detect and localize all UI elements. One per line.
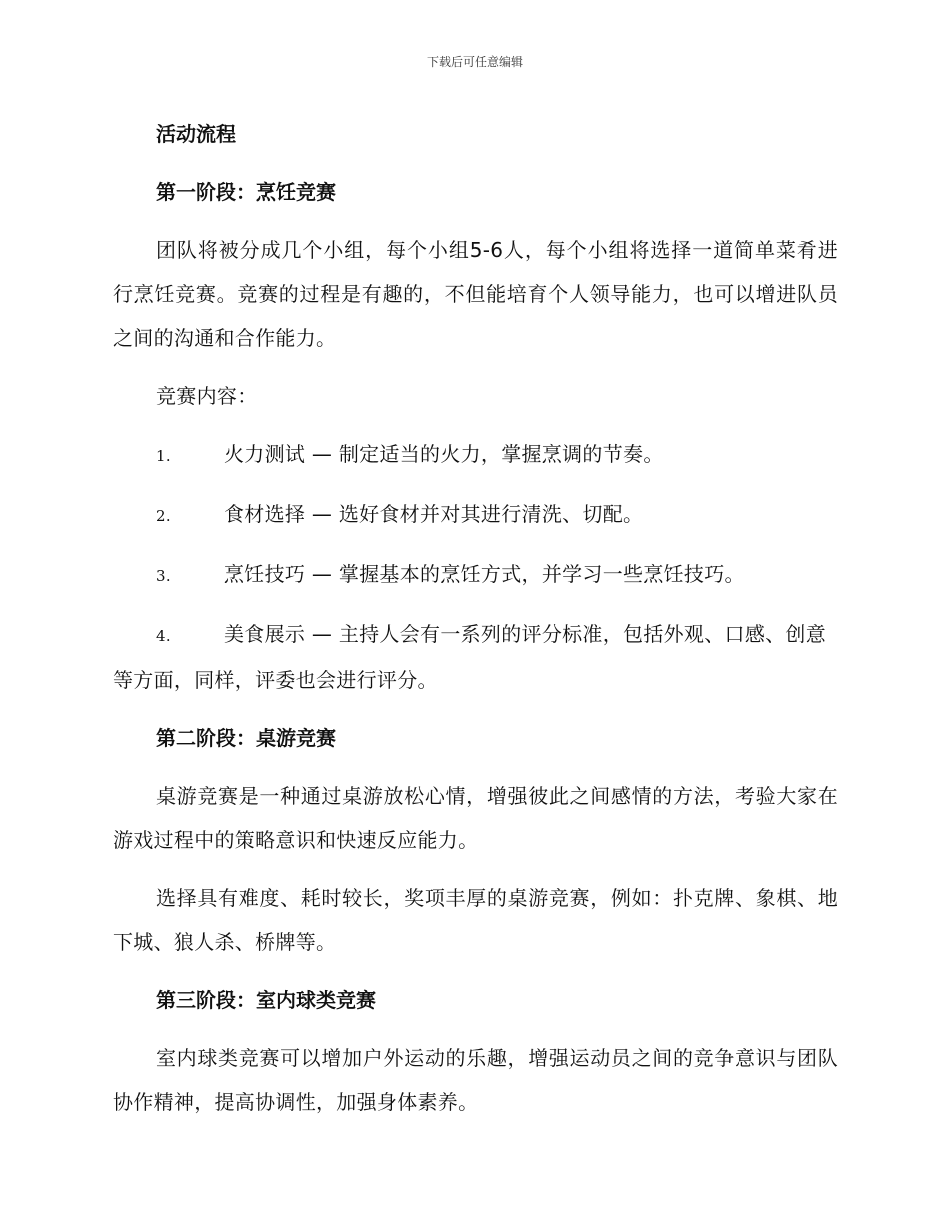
list-item-number: 3. bbox=[156, 567, 171, 585]
stage2-paragraph-1: 桌游竞赛是一种通过桌游放松心情，增强彼此之间感情的方法，考验大家在游戏过程中的策略意识和快速反应能力。 bbox=[113, 784, 838, 852]
stage2-heading: 第二阶段：桌游竞赛 bbox=[156, 726, 336, 750]
list-item-number: 4. bbox=[156, 627, 171, 645]
stage3-paragraph: 室内球类竞赛可以增加户外运动的乐趣，增强运动员之间的竞争意识与团队协作精神，提高协调性，加强身体素养。 bbox=[113, 1046, 838, 1114]
stage1-heading: 第一阶段：烹饪竞赛 bbox=[156, 180, 336, 204]
list-item-text: 美食展示 — 主持人会有一系列的评分标准，包括外观、口感、创意等方面，同样，评委也会进行评分。 bbox=[113, 622, 827, 692]
list-item-text: 烹饪技巧 — 掌握基本的烹饪方式，并学习一些烹饪技巧。 bbox=[224, 562, 745, 586]
list-item bbox=[113, 612, 838, 702]
stage1-content-label: 竞赛内容： bbox=[156, 384, 258, 408]
stage3-heading: 第三阶段：室内球类竞赛 bbox=[156, 988, 376, 1012]
page-header-note: 下载后可任意编辑 bbox=[426, 55, 523, 69]
list-item-number: 1. bbox=[156, 447, 171, 465]
list-item bbox=[113, 432, 838, 478]
stage1-paragraph: 团队将被分成几个小组，每个小组5-6人，每个小组将选择一道简单菜肴进行烹饪竞赛。竞赛的过程是有趣的，不但能培育个人领导能力，也可以增进队员之间的沟通和合作能力。 bbox=[113, 238, 838, 350]
list-item bbox=[113, 552, 838, 598]
section-title: 活动流程 bbox=[156, 122, 236, 146]
list-item-text: 火力测试 — 制定适当的火力，掌握烹调的节奏。 bbox=[224, 442, 664, 466]
list-item bbox=[113, 492, 838, 538]
list-item-text: 食材选择 — 选好食材并对其进行清洗、切配。 bbox=[224, 502, 644, 526]
list-item-number: 2. bbox=[156, 507, 171, 525]
document-body bbox=[113, 112, 838, 1138]
stage2-paragraph-2: 选择具有难度、耗时较长，奖项丰厚的桌游竞赛，例如：扑克牌、象棋、地下城、狼人杀、桥牌等。 bbox=[113, 886, 838, 954]
